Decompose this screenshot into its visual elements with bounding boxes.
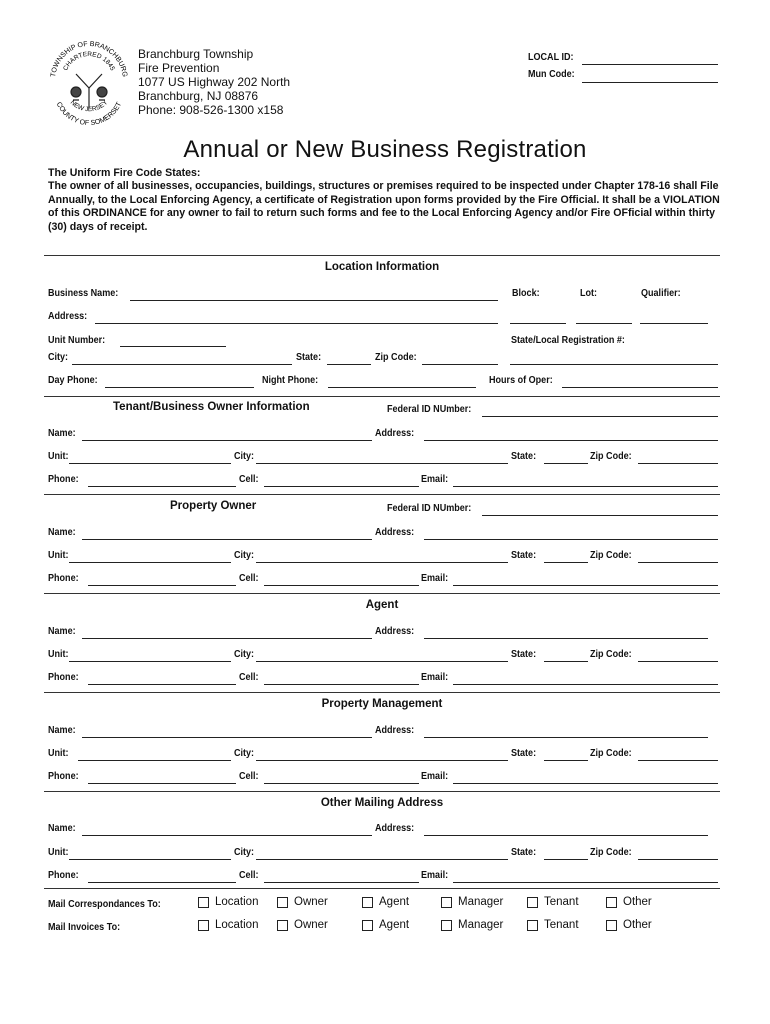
tenant-zip-label: Zip Code: <box>590 450 632 462</box>
owner-zip-label: Zip Code: <box>590 549 632 561</box>
address-label: Address: <box>48 310 88 322</box>
agent-unit-field[interactable] <box>69 661 231 662</box>
org-department: Fire Prevention <box>138 61 220 75</box>
tenant-unit-label: Unit: <box>48 450 69 462</box>
invoices-manager-checkbox[interactable] <box>441 920 452 931</box>
mailing-city-label: City: <box>234 846 255 858</box>
manager-name-label: Name: <box>48 724 76 736</box>
tenant-phone-field[interactable] <box>88 486 236 487</box>
invoices-tenant-checkbox[interactable] <box>527 920 538 931</box>
mailing-city-field[interactable] <box>256 859 508 860</box>
section-divider <box>44 396 720 397</box>
city-field[interactable] <box>72 364 292 365</box>
tenant-city-label: City: <box>234 450 255 462</box>
tenant-state-label: State: <box>511 450 537 462</box>
fire-code-statement <box>48 167 728 234</box>
section-divider <box>44 255 720 256</box>
other-mailing-section-heading: Other Mailing Address <box>320 797 444 809</box>
owner-unit-field[interactable] <box>69 562 231 563</box>
tenant-federal-id-field[interactable] <box>482 416 718 417</box>
org-street: 1077 US Highway 202 North <box>138 75 291 89</box>
mailing-unit-label: Unit: <box>48 846 69 858</box>
invoices-other-label: Other <box>623 919 652 931</box>
seal-bottom-text: COUNTY OF SOMERSET <box>54 101 124 128</box>
mun-code-field[interactable] <box>582 82 718 83</box>
lot-field[interactable] <box>576 323 632 324</box>
tenant-name-label: Name: <box>48 427 76 439</box>
township-seal <box>46 40 132 132</box>
tenant-zip-field[interactable] <box>638 463 718 464</box>
owner-name-label: Name: <box>48 526 76 538</box>
owner-cell-label: Cell: <box>239 572 259 584</box>
owner-federal-id-label: Federal ID NUmber: <box>387 502 472 514</box>
lot-label: Lot: <box>580 287 598 299</box>
manager-state-label: State: <box>511 747 537 759</box>
correspondence-manager-checkbox[interactable] <box>441 897 452 908</box>
property-owner-section-heading: Property Owner <box>170 500 257 512</box>
manager-phone-field[interactable] <box>88 783 236 784</box>
property-management-section-heading: Property Management <box>321 698 443 710</box>
mail-correspondence-label: Mail Correspondances To: <box>48 898 161 910</box>
section-divider <box>44 593 720 594</box>
agent-section-heading: Agent <box>365 599 399 611</box>
correspondence-agent-checkbox[interactable] <box>362 897 373 908</box>
manager-cell-label: Cell: <box>239 770 259 782</box>
seal-charter-text: CHARTERED 1845 <box>62 50 116 72</box>
manager-address-label: Address: <box>375 724 415 736</box>
local-id-field[interactable] <box>582 64 718 65</box>
correspondence-owner-checkbox[interactable] <box>277 897 288 908</box>
mun-code-label: Mun Code: <box>528 68 575 80</box>
manager-address-field[interactable] <box>424 737 708 738</box>
invoices-owner-checkbox[interactable] <box>277 920 288 931</box>
tenant-email-label: Email: <box>421 473 449 485</box>
tenant-state-field[interactable] <box>544 463 588 464</box>
mailing-phone-field[interactable] <box>88 882 236 883</box>
correspondence-agent-label: Agent <box>379 896 410 908</box>
owner-zip-field[interactable] <box>638 562 718 563</box>
mailing-state-label: State: <box>511 846 537 858</box>
correspondence-other-checkbox[interactable] <box>606 897 617 908</box>
business-name-field[interactable] <box>130 300 498 301</box>
tenant-cell-field[interactable] <box>264 486 419 487</box>
unit-number-field[interactable] <box>120 346 226 347</box>
tenant-email-field[interactable] <box>453 486 718 487</box>
owner-unit-label: Unit: <box>48 549 69 561</box>
local-id-label: LOCAL ID: <box>528 51 574 63</box>
seal-state-text: NEW JERSEY <box>68 99 110 114</box>
tenant-name-field[interactable] <box>82 440 372 441</box>
correspondence-owner-label: Owner <box>294 896 328 908</box>
tenant-cell-label: Cell: <box>239 473 259 485</box>
manager-cell-field[interactable] <box>264 783 419 784</box>
page-title: Annual or New Business Registration <box>183 136 587 163</box>
owner-city-label: City: <box>234 549 255 561</box>
org-name: Branchburg Township <box>138 47 254 61</box>
correspondence-manager-label: Manager <box>458 896 504 908</box>
agent-email-field[interactable] <box>453 684 718 685</box>
statement-body: The owner of all businesses, occupancies, buildings, structures or premises required to be inspected under Chapter 178-16 shall File Annually, to the Local Enforcing Agency, a certificate of Registration upon forms provided by the Fire Official. It shall be a VIOLATION of this ORDINANCE for any owner to fail to return such forms and fee to the Local Enforcing Agency and/or Fire OFficial within thirty (30) days of receipt. <box>48 180 720 233</box>
invoices-location-label: Location <box>215 919 259 931</box>
location-section-heading: Location Information <box>324 261 440 273</box>
mailing-email-label: Email: <box>421 869 449 881</box>
manager-city-label: City: <box>234 747 255 759</box>
owner-email-label: Email: <box>421 572 449 584</box>
tenant-address-field[interactable] <box>424 440 718 441</box>
owner-federal-id-field[interactable] <box>482 515 718 516</box>
agent-phone-label: Phone: <box>48 671 79 683</box>
qualifier-label: Qualifier: <box>641 287 681 299</box>
manager-unit-label: Unit: <box>48 747 69 759</box>
svg-text:TOWNSHIP OF BRANCHBURG <box>50 41 128 78</box>
address-field[interactable] <box>95 323 498 324</box>
unit-number-label: Unit Number: <box>48 334 106 346</box>
section-divider <box>44 692 720 693</box>
tenant-section-heading: Tenant/Business Owner Information <box>113 401 310 413</box>
mail-invoices-label: Mail Invoices To: <box>48 921 121 933</box>
day-phone-field[interactable] <box>105 387 254 388</box>
state-field[interactable] <box>327 364 371 365</box>
invoices-manager-label: Manager <box>458 919 504 931</box>
mailing-zip-label: Zip Code: <box>590 846 632 858</box>
agent-state-field[interactable] <box>544 661 588 662</box>
business-name-label: Business Name: <box>48 287 119 299</box>
agent-cell-field[interactable] <box>264 684 419 685</box>
tenant-address-label: Address: <box>375 427 415 439</box>
mailing-zip-field[interactable] <box>638 859 718 860</box>
owner-state-field[interactable] <box>544 562 588 563</box>
agent-name-field[interactable] <box>82 638 372 639</box>
day-phone-label: Day Phone: <box>48 374 98 386</box>
invoices-location-checkbox[interactable] <box>198 920 209 931</box>
section-divider <box>44 888 720 889</box>
mailing-cell-label: Cell: <box>239 869 259 881</box>
tenant-federal-id-label: Federal ID NUmber: <box>387 403 472 415</box>
invoices-agent-label: Agent <box>379 919 410 931</box>
agent-zip-label: Zip Code: <box>590 648 632 660</box>
owner-address-label: Address: <box>375 526 415 538</box>
correspondence-location-checkbox[interactable] <box>198 897 209 908</box>
state-label: State: <box>296 351 322 363</box>
mailing-address-label: Address: <box>375 822 415 834</box>
manager-city-field[interactable] <box>256 760 508 761</box>
org-city-state: Branchburg, NJ 08876 <box>138 89 259 103</box>
block-label: Block: <box>512 287 540 299</box>
owner-address-field[interactable] <box>424 539 718 540</box>
night-phone-label: Night Phone: <box>262 374 319 386</box>
zip-code-label: Zip Code: <box>375 351 417 363</box>
correspondence-location-label: Location <box>215 896 259 908</box>
agent-phone-field[interactable] <box>88 684 236 685</box>
owner-cell-field[interactable] <box>264 585 419 586</box>
state-local-registration-label: State/Local Registration #: <box>511 334 625 346</box>
correspondence-other-label: Other <box>623 896 652 908</box>
seal-top-text: TOWNSHIP OF BRANCHBURG <box>50 40 128 78</box>
agent-state-label: State: <box>511 648 537 660</box>
mailing-email-field[interactable] <box>453 882 718 883</box>
city-label: City: <box>48 351 69 363</box>
hours-of-operation-label: Hours of Oper: <box>489 374 553 386</box>
invoices-owner-label: Owner <box>294 919 328 931</box>
mailing-state-field[interactable] <box>544 859 588 860</box>
organization-address-block <box>138 47 290 117</box>
agent-email-label: Email: <box>421 671 449 683</box>
statement-heading: The Uniform Fire Code States: <box>48 167 201 179</box>
agent-address-field[interactable] <box>424 638 708 639</box>
mailing-unit-field[interactable] <box>69 859 231 860</box>
correspondence-tenant-label: Tenant <box>544 896 579 908</box>
agent-cell-label: Cell: <box>239 671 259 683</box>
invoices-tenant-label: Tenant <box>544 919 579 931</box>
zip-code-field[interactable] <box>422 364 498 365</box>
tenant-city-field[interactable] <box>256 463 508 464</box>
agent-address-label: Address: <box>375 625 415 637</box>
manager-phone-label: Phone: <box>48 770 79 782</box>
owner-state-label: State: <box>511 549 537 561</box>
tenant-unit-field[interactable] <box>69 463 231 464</box>
correspondence-tenant-checkbox[interactable] <box>527 897 538 908</box>
owner-city-field[interactable] <box>256 562 508 563</box>
hours-of-operation-field[interactable] <box>562 387 718 388</box>
manager-email-label: Email: <box>421 770 449 782</box>
tenant-phone-label: Phone: <box>48 473 79 485</box>
agent-zip-field[interactable] <box>638 661 718 662</box>
section-divider <box>44 494 720 495</box>
owner-name-field[interactable] <box>82 539 372 540</box>
org-phone: Phone: 908-526-1300 x158 <box>138 103 284 117</box>
manager-unit-field[interactable] <box>78 760 231 761</box>
agent-name-label: Name: <box>48 625 76 637</box>
block-field[interactable] <box>510 323 566 324</box>
state-local-registration-field[interactable] <box>510 364 718 365</box>
qualifier-field[interactable] <box>640 323 708 324</box>
mailing-name-label: Name: <box>48 822 76 834</box>
section-divider <box>44 791 720 792</box>
manager-state-field[interactable] <box>544 760 588 761</box>
manager-zip-field[interactable] <box>638 760 718 761</box>
mailing-address-field[interactable] <box>424 835 708 836</box>
owner-phone-field[interactable] <box>88 585 236 586</box>
mailing-cell-field[interactable] <box>264 882 419 883</box>
agent-city-label: City: <box>234 648 255 660</box>
owner-email-field[interactable] <box>453 585 718 586</box>
agent-unit-label: Unit: <box>48 648 69 660</box>
invoices-other-checkbox[interactable] <box>606 920 617 931</box>
night-phone-field[interactable] <box>328 387 476 388</box>
manager-zip-label: Zip Code: <box>590 747 632 759</box>
mailing-name-field[interactable] <box>82 835 372 836</box>
invoices-agent-checkbox[interactable] <box>362 920 373 931</box>
manager-email-field[interactable] <box>453 783 718 784</box>
manager-name-field[interactable] <box>82 737 372 738</box>
mailing-phone-label: Phone: <box>48 869 79 881</box>
agent-city-field[interactable] <box>256 661 508 662</box>
owner-phone-label: Phone: <box>48 572 79 584</box>
